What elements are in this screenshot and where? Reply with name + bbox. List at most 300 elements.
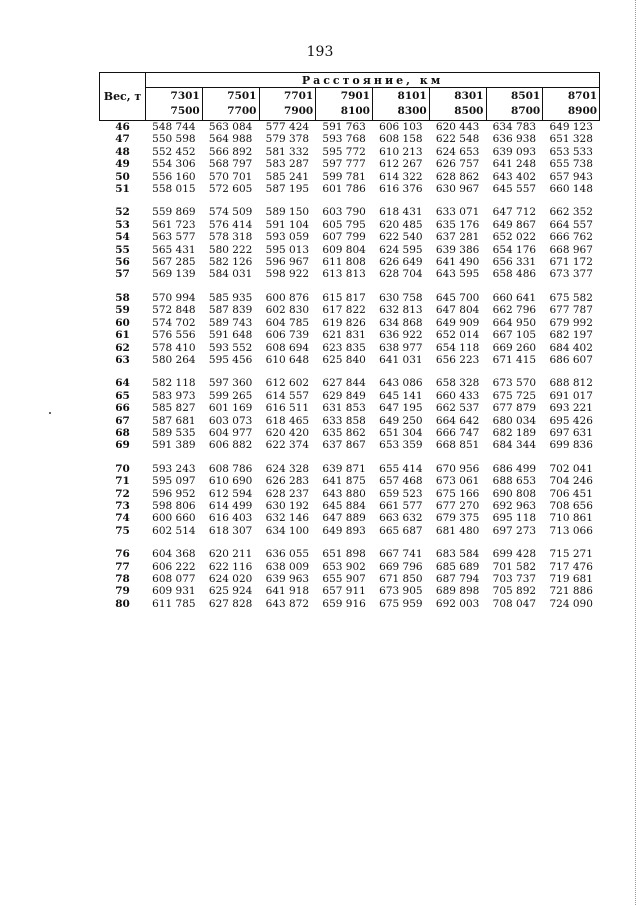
table-row [100, 573, 600, 585]
value-cell: 558 015 [152, 183, 196, 196]
value-cell: 628 704 [379, 268, 423, 281]
value-cell: 572 848 [152, 304, 196, 317]
value-cell: 625 840 [322, 353, 366, 366]
weight-cell: 75 [115, 524, 130, 537]
value-cell: 569 139 [152, 268, 196, 281]
value-cell: 649 250 [379, 414, 423, 427]
weight-cell: 61 [115, 329, 130, 342]
group-spacer [100, 366, 600, 377]
value-cell: 708 047 [492, 597, 537, 610]
table-row [100, 256, 600, 268]
table-row [100, 561, 600, 573]
value-cell: 602 514 [152, 524, 196, 537]
weight-cell: 69 [115, 439, 130, 452]
value-cell: 627 828 [208, 597, 253, 610]
value-cell: 688 653 [492, 475, 537, 488]
value-cell: 664 557 [549, 218, 593, 231]
value-cell: 609 804 [322, 243, 366, 256]
weight-cell: 77 [115, 560, 130, 573]
value-cell: 622 540 [379, 231, 423, 244]
value-cell: 658 486 [492, 268, 537, 281]
value-cell: 651 328 [549, 133, 593, 146]
group-spacer [100, 195, 600, 206]
value-cell: 647 889 [322, 512, 366, 525]
value-cell: 605 795 [322, 218, 366, 231]
value-cell: 680 034 [492, 414, 537, 427]
value-cell: 587 839 [208, 304, 253, 317]
value-cell: 662 796 [492, 304, 537, 317]
value-cell: 636 938 [492, 133, 537, 146]
table-row [100, 354, 600, 366]
value-cell: 599 265 [208, 389, 253, 402]
value-cell: 637 281 [435, 231, 480, 244]
value-cell: 669 260 [492, 341, 537, 354]
value-cell: 616 403 [208, 512, 253, 525]
value-cell: 580 222 [208, 243, 253, 256]
weight-cell: 62 [115, 341, 130, 354]
value-cell: 641 031 [379, 353, 423, 366]
value-cell: 655 907 [322, 573, 366, 585]
value-cell: 624 020 [208, 573, 253, 585]
value-cell: 591 763 [322, 121, 366, 133]
weight-cell: 67 [115, 414, 130, 427]
range-to: 8900 [567, 105, 598, 117]
value-cell: 583 287 [265, 158, 310, 171]
table-row [100, 317, 600, 329]
value-cell: 585 935 [208, 291, 253, 304]
value-cell: 593 552 [208, 341, 253, 354]
value-cell: 634 783 [492, 121, 537, 133]
value-cell: 603 790 [322, 206, 366, 219]
value-cell: 690 808 [492, 487, 537, 500]
table-row [100, 206, 600, 218]
distance-group-header: Расстояние, км [146, 73, 600, 88]
value-cell: 614 322 [379, 170, 423, 183]
range-from: 7901 [340, 90, 370, 102]
table-row [100, 548, 600, 560]
value-cell: 632 146 [265, 512, 310, 525]
value-cell: 682 197 [549, 329, 593, 342]
table-row [100, 183, 600, 195]
value-cell: 643 872 [265, 597, 310, 610]
table-row [100, 439, 600, 451]
weight-cell: 52 [115, 206, 130, 219]
distance-range-header [146, 88, 203, 121]
value-cell: 682 189 [492, 426, 537, 439]
weight-cell: 57 [115, 268, 130, 281]
value-cell: 647 195 [379, 402, 423, 415]
value-cell: 639 871 [322, 462, 366, 475]
value-cell: 601 169 [208, 402, 253, 415]
value-cell: 656 223 [435, 353, 480, 366]
value-cell: 697 631 [549, 426, 593, 439]
value-cell: 598 806 [152, 499, 196, 512]
value-cell: 564 988 [208, 133, 253, 146]
value-cell: 618 465 [265, 414, 310, 427]
value-cell: 593 768 [322, 133, 366, 146]
table-row [100, 231, 600, 243]
value-cell: 713 066 [549, 524, 593, 537]
value-cell: 620 211 [208, 548, 253, 561]
value-cell: 645 700 [435, 291, 480, 304]
value-cell: 652 022 [492, 231, 537, 244]
table-row [100, 463, 600, 475]
value-cell: 554 306 [152, 158, 196, 171]
value-cell: 675 725 [492, 389, 537, 402]
value-cell: 606 103 [379, 121, 423, 133]
value-cell: 639 093 [492, 145, 537, 158]
value-cell: 596 967 [265, 256, 310, 269]
weight-cell: 71 [115, 475, 130, 488]
value-cell: 589 535 [152, 426, 196, 439]
value-cell: 689 898 [435, 585, 480, 598]
value-cell: 635 176 [435, 218, 480, 231]
value-cell: 595 097 [152, 475, 196, 488]
range-from: 7301 [170, 90, 200, 102]
value-cell: 612 594 [208, 487, 253, 500]
weight-cell: 63 [115, 353, 130, 366]
value-cell: 666 747 [435, 426, 480, 439]
distance-range-header-row [100, 88, 600, 121]
value-cell: 627 844 [322, 377, 366, 390]
value-cell: 617 822 [322, 304, 366, 317]
value-cell: 656 331 [492, 256, 537, 269]
value-cell: 653 359 [379, 439, 423, 452]
distance-range-header [429, 88, 486, 121]
value-cell: 643 086 [379, 377, 423, 390]
value-cell: 614 557 [265, 389, 310, 402]
value-cell: 643 880 [322, 487, 366, 500]
table-row [100, 292, 600, 304]
value-cell: 639 386 [435, 243, 480, 256]
value-cell: 668 851 [435, 439, 480, 452]
value-cell: 653 533 [549, 145, 593, 158]
range-to: 7700 [227, 105, 257, 117]
value-cell: 641 875 [322, 475, 366, 488]
value-cell: 667 105 [492, 329, 537, 342]
value-cell: 701 582 [492, 560, 537, 573]
value-cell: 606 882 [208, 439, 253, 452]
value-cell: 675 582 [549, 291, 593, 304]
table-row [100, 121, 600, 134]
value-cell: 692 963 [492, 499, 537, 512]
value-cell: 608 786 [208, 462, 253, 475]
range-to: 8700 [511, 105, 541, 117]
value-cell: 654 176 [492, 243, 537, 256]
table-row [100, 329, 600, 341]
value-cell: 668 967 [549, 243, 593, 256]
value-cell: 669 796 [379, 560, 423, 573]
weight-cell: 68 [115, 426, 130, 439]
value-cell: 635 862 [322, 426, 366, 439]
table-row [100, 500, 600, 512]
value-cell: 583 973 [152, 389, 196, 402]
weight-cell: 46 [115, 121, 130, 133]
value-cell: 703 737 [492, 573, 537, 585]
value-cell: 611 808 [322, 256, 366, 269]
value-cell: 681 480 [435, 524, 480, 537]
value-cell: 574 702 [152, 316, 196, 329]
table-row [100, 244, 600, 256]
value-cell: 626 649 [379, 256, 423, 269]
value-cell: 595 772 [322, 145, 366, 158]
value-cell: 597 360 [208, 377, 253, 390]
value-cell: 591 389 [152, 439, 196, 452]
weight-cell: 56 [115, 256, 130, 269]
value-cell: 610 648 [265, 353, 310, 366]
value-cell: 670 956 [435, 462, 480, 475]
value-cell: 619 826 [322, 316, 366, 329]
value-cell: 623 835 [322, 341, 366, 354]
value-cell: 657 943 [549, 170, 593, 183]
value-cell: 631 853 [322, 402, 366, 415]
value-cell: 596 952 [152, 487, 196, 500]
range-from: 7501 [227, 90, 257, 102]
distance-range-header [202, 88, 259, 121]
range-from: 8101 [397, 90, 427, 102]
distance-range-header [373, 88, 430, 121]
value-cell: 589 150 [265, 206, 310, 219]
value-cell: 655 738 [549, 158, 593, 171]
value-cell: 652 014 [435, 329, 480, 342]
value-cell: 610 690 [208, 475, 253, 488]
value-cell: 577 424 [265, 121, 310, 133]
value-cell: 643 595 [435, 268, 480, 281]
value-cell: 608 077 [152, 573, 196, 585]
value-cell: 621 831 [322, 329, 366, 342]
weight-cell: 50 [115, 170, 130, 183]
value-cell: 641 490 [435, 256, 480, 269]
value-cell: 666 762 [549, 231, 593, 244]
value-cell: 613 813 [322, 268, 366, 281]
value-cell: 626 283 [265, 475, 310, 488]
range-to: 7500 [170, 105, 200, 117]
value-cell: 649 893 [322, 524, 366, 537]
value-cell: 705 892 [492, 585, 537, 598]
value-cell: 576 414 [208, 218, 253, 231]
value-cell: 673 061 [435, 475, 480, 488]
value-cell: 559 869 [152, 206, 196, 219]
value-cell: 600 660 [152, 512, 196, 525]
value-cell: 620 420 [265, 426, 310, 439]
weight-cell: 76 [115, 548, 130, 561]
value-cell: 595 456 [208, 353, 253, 366]
weight-cell: 70 [115, 462, 130, 475]
weight-cell: 58 [115, 291, 130, 304]
value-cell: 664 950 [492, 316, 537, 329]
value-cell: 671 850 [379, 573, 423, 585]
weight-cell: 73 [115, 499, 130, 512]
weight-cell: 48 [115, 145, 130, 158]
value-cell: 622 548 [435, 133, 480, 146]
value-cell: 618 307 [208, 524, 253, 537]
value-cell: 636 055 [265, 548, 310, 561]
table-row [100, 475, 600, 487]
range-to: 8500 [454, 105, 484, 117]
value-cell: 587 681 [152, 414, 196, 427]
value-cell: 649 909 [435, 316, 480, 329]
value-cell: 704 246 [549, 475, 593, 488]
value-cell: 578 318 [208, 231, 253, 244]
value-cell: 576 556 [152, 329, 196, 342]
value-cell: 654 118 [435, 341, 480, 354]
value-cell: 563 084 [208, 121, 253, 133]
value-cell: 589 743 [208, 316, 253, 329]
value-cell: 688 812 [549, 377, 593, 390]
value-cell: 591 648 [208, 329, 253, 342]
value-cell: 684 344 [492, 439, 537, 452]
value-cell: 717 476 [549, 560, 593, 573]
value-cell: 624 595 [379, 243, 423, 256]
weight-cell: 72 [115, 487, 130, 500]
value-cell: 618 431 [379, 206, 423, 219]
range-from: 8701 [567, 90, 598, 102]
value-cell: 591 104 [265, 218, 310, 231]
value-cell: 612 602 [265, 377, 310, 390]
value-cell: 647 712 [492, 206, 537, 219]
value-cell: 659 916 [322, 597, 366, 610]
value-cell: 660 148 [549, 183, 593, 196]
value-cell: 563 577 [152, 231, 196, 244]
value-cell: 686 607 [549, 353, 593, 366]
value-cell: 671 415 [492, 353, 537, 366]
value-cell: 662 537 [435, 402, 480, 415]
value-cell: 578 410 [152, 341, 196, 354]
table-row [100, 377, 600, 389]
table-row [100, 219, 600, 231]
value-cell: 660 433 [435, 389, 480, 402]
value-cell: 721 886 [549, 585, 593, 598]
value-cell: 595 013 [265, 243, 310, 256]
value-cell: 566 892 [208, 145, 253, 158]
value-cell: 667 741 [379, 548, 423, 561]
weight-cell: 53 [115, 218, 130, 231]
tariff-table [99, 72, 600, 610]
value-cell: 683 584 [435, 548, 480, 561]
value-cell: 608 158 [379, 133, 423, 146]
value-cell: 675 166 [435, 487, 480, 500]
table-row [100, 488, 600, 500]
table-row [100, 585, 600, 597]
value-cell: 695 426 [549, 414, 593, 427]
value-cell: 645 141 [379, 389, 423, 402]
weight-cell: 60 [115, 316, 130, 329]
value-cell: 620 485 [379, 218, 423, 231]
value-cell: 624 653 [435, 145, 480, 158]
value-cell: 615 817 [322, 291, 366, 304]
value-cell: 574 509 [208, 206, 253, 219]
value-cell: 634 868 [379, 316, 423, 329]
value-cell: 572 605 [208, 183, 253, 196]
weight-cell: 74 [115, 512, 130, 525]
range-to: 8100 [340, 105, 370, 117]
weight-cell: 59 [115, 304, 130, 317]
weight-cell: 51 [115, 183, 130, 196]
value-cell: 580 264 [152, 353, 196, 366]
value-cell: 597 777 [322, 158, 366, 171]
table-row [100, 427, 600, 439]
value-cell: 630 192 [265, 499, 310, 512]
value-cell: 603 073 [208, 414, 253, 427]
value-cell: 614 499 [208, 499, 253, 512]
table-row [100, 512, 600, 524]
value-cell: 702 041 [549, 462, 593, 475]
value-cell: 677 270 [435, 499, 480, 512]
table-row [100, 158, 600, 170]
value-cell: 687 794 [435, 573, 480, 585]
value-cell: 699 428 [492, 548, 537, 561]
value-cell: 651 898 [322, 548, 366, 561]
value-cell: 600 876 [265, 291, 310, 304]
value-cell: 585 241 [265, 170, 310, 183]
value-cell: 625 924 [208, 585, 253, 598]
value-cell: 710 861 [549, 512, 593, 525]
value-cell: 628 862 [435, 170, 480, 183]
value-cell: 632 813 [379, 304, 423, 317]
value-cell: 598 922 [265, 268, 310, 281]
group-spacer [100, 281, 600, 292]
weight-cell: 47 [115, 133, 130, 146]
value-cell: 616 376 [379, 183, 423, 196]
weight-cell: 54 [115, 231, 130, 244]
value-cell: 724 090 [549, 597, 593, 610]
weight-column-header: Вес, т [100, 73, 146, 121]
value-cell: 606 739 [265, 329, 310, 342]
value-cell: 639 963 [265, 573, 310, 585]
value-cell: 649 867 [492, 218, 537, 231]
value-cell: 715 271 [549, 548, 593, 561]
value-cell: 604 785 [265, 316, 310, 329]
tariff-table-container [99, 72, 599, 610]
value-cell: 550 598 [152, 133, 196, 146]
value-cell: 593 243 [152, 462, 196, 475]
value-cell: 664 642 [435, 414, 480, 427]
value-cell: 634 100 [265, 524, 310, 537]
distance-range-header [486, 88, 543, 121]
value-cell: 561 723 [152, 218, 196, 231]
table-row [100, 268, 600, 280]
value-cell: 633 858 [322, 414, 366, 427]
value-cell: 708 656 [549, 499, 593, 512]
value-cell: 677 787 [549, 304, 593, 317]
table-row [100, 304, 600, 316]
table-row [100, 402, 600, 414]
table-row [100, 415, 600, 427]
value-cell: 582 118 [152, 377, 196, 390]
range-from: 7701 [284, 90, 314, 102]
value-cell: 665 687 [379, 524, 423, 537]
value-cell: 608 694 [265, 341, 310, 354]
value-cell: 620 443 [435, 121, 480, 133]
value-cell: 628 237 [265, 487, 310, 500]
weight-cell: 78 [115, 573, 130, 585]
value-cell: 657 468 [379, 475, 423, 488]
value-cell: 602 830 [265, 304, 310, 317]
range-to: 7900 [284, 105, 314, 117]
value-cell: 584 031 [208, 268, 253, 281]
table-row [100, 598, 600, 610]
table-row [100, 342, 600, 354]
value-cell: 622 116 [208, 560, 253, 573]
value-cell: 606 222 [152, 560, 196, 573]
value-cell: 581 332 [265, 145, 310, 158]
group-spacer [100, 452, 600, 463]
value-cell: 567 285 [152, 256, 196, 269]
value-cell: 552 452 [152, 145, 196, 158]
value-cell: 691 017 [549, 389, 593, 402]
page-number: 193 [306, 44, 334, 60]
value-cell: 663 632 [379, 512, 423, 525]
